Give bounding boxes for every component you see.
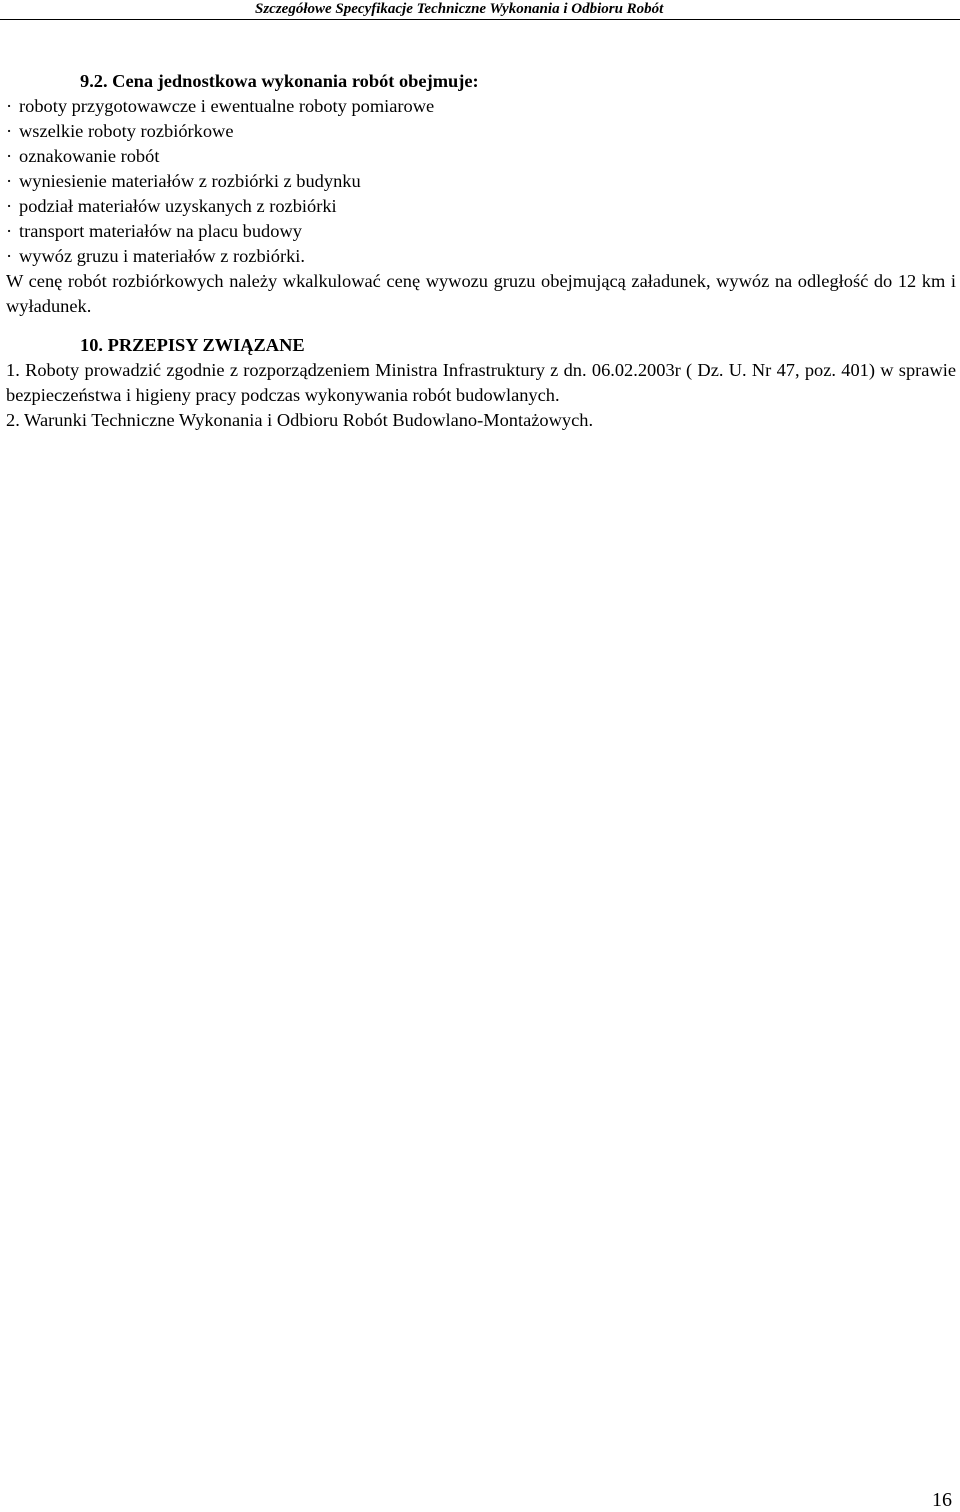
list-item xyxy=(6,169,956,194)
list-item-text: wszelkie roboty rozbiórkowe xyxy=(19,121,234,141)
section-heading-10: 10. PRZEPISY ZWIĄZANE xyxy=(80,335,305,355)
bullet-mark: · xyxy=(6,121,13,141)
list-item-text: wywóz gruzu i materiałów z rozbiórki. xyxy=(19,246,305,266)
regulation-item: 2. Warunki Techniczne Wykonania i Odbioru Robót Budowlano-Montażowych. xyxy=(6,410,594,430)
regulation-item: 1. Roboty prowadzić zgodnie z rozporządzeniem Ministra Infrastruktury z dn. 06.02.2003r ( Dz. U. Nr 47, poz. 401) w sprawie bezpieczeństwa i higieny pracy podczas wykonywania robót budowlanych. xyxy=(6,360,956,405)
list-item xyxy=(6,94,956,119)
bullet-mark: · xyxy=(6,196,13,216)
list-item-text: roboty przygotowawcze i ewentualne roboty pomiarowe xyxy=(19,96,435,116)
list-item-text: wyniesienie materiałów z rozbiórki z budynku xyxy=(19,171,361,191)
section-heading-9-2: 9.2. Cena jednostkowa wykonania robót obejmuje: xyxy=(80,71,479,91)
header-rule xyxy=(0,19,960,20)
bullet-mark: · xyxy=(6,146,13,166)
regulations-list xyxy=(6,358,956,433)
list-item-text: oznakowanie robót xyxy=(19,146,160,166)
list-item xyxy=(6,194,956,219)
bullet-mark: · xyxy=(6,96,13,116)
pricing-note-paragraph: W cenę robót rozbiórkowych należy wkalkulować cenę wywozu gruzu obejmującą załadunek, wywóz na odległość do 12 km i wyładunek. xyxy=(6,271,956,316)
cost-items-list xyxy=(6,94,956,269)
list-item xyxy=(6,244,956,269)
page-number: 16 xyxy=(932,1489,952,1511)
running-header: Szczegółowe Specyfikacje Techniczne Wykonania i Odbioru Robót xyxy=(255,1,664,17)
list-item-text: transport materiałów na placu budowy xyxy=(19,221,302,241)
bullet-mark: · xyxy=(6,221,13,241)
list-item xyxy=(6,119,956,144)
bullet-mark: · xyxy=(6,171,13,191)
list-item xyxy=(6,144,956,169)
list-item xyxy=(6,219,956,244)
bullet-mark: · xyxy=(6,246,13,266)
document-body xyxy=(6,69,956,433)
list-item-text: podział materiałów uzyskanych z rozbiórki xyxy=(19,196,337,216)
